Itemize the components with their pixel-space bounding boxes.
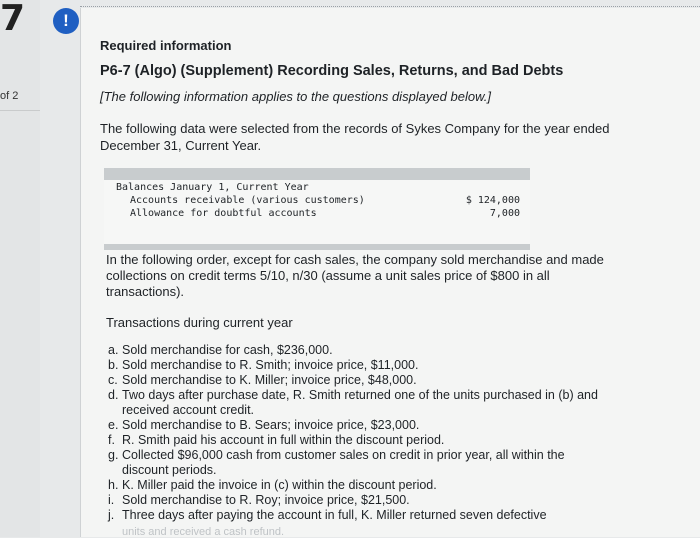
list-item-letter: d. bbox=[108, 388, 119, 402]
list-item-letter: i. bbox=[108, 493, 115, 507]
list-item bbox=[108, 478, 608, 493]
question-number: 7 bbox=[0, 0, 26, 39]
list-item-text: Sold merchandise for cash, $236,000. bbox=[122, 343, 333, 357]
list-item-letter: e. bbox=[108, 418, 119, 432]
list-item-letter: a. bbox=[108, 343, 119, 357]
list-item-text: R. Smith paid his account in full within the discount period. bbox=[122, 433, 445, 447]
list-item-text: Sold merchandise to B. Sears; invoice price, $23,000. bbox=[122, 418, 420, 432]
list-item bbox=[108, 433, 608, 448]
sidebar-divider bbox=[0, 110, 40, 111]
list-item bbox=[108, 358, 608, 373]
list-item bbox=[108, 388, 608, 418]
problem-title: P6-7 (Algo) (Supplement) Recording Sales, Returns, and Bad Debts bbox=[100, 63, 564, 79]
faded-continuation: units and received a cash refund. bbox=[122, 526, 285, 538]
balances-row-value: 7,000 bbox=[489, 208, 520, 219]
left-sidebar bbox=[0, 0, 40, 537]
list-item bbox=[108, 418, 608, 433]
list-item-text: Two days after purchase date, R. Smith returned one of the units purchased in (b) and received account credit. bbox=[122, 388, 598, 417]
list-item-letter: g. bbox=[108, 448, 119, 462]
transactions-heading: Transactions during current year bbox=[106, 315, 293, 330]
list-item-text: Three days after paying the account in full, K. Miller returned seven defective bbox=[122, 508, 547, 522]
balances-row-label: Accounts receivable (various customers) bbox=[130, 195, 365, 206]
balances-row-label: Allowance for doubtful accounts bbox=[130, 208, 317, 219]
list-item-text: Sold merchandise to R. Smith; invoice price, $11,000. bbox=[122, 358, 419, 372]
required-information-heading: Required information bbox=[100, 38, 232, 53]
list-item-letter: f. bbox=[108, 433, 115, 447]
list-item-text: Collected $96,000 cash from customer sales on credit in prior year, all within the discount periods. bbox=[122, 448, 565, 477]
list-item bbox=[108, 343, 608, 358]
alert-icon[interactable]: ! bbox=[53, 8, 79, 34]
list-item bbox=[108, 493, 608, 508]
balances-row-value: $ 124,000 bbox=[465, 195, 520, 206]
list-item-letter: b. bbox=[108, 358, 119, 372]
transactions-list bbox=[108, 343, 608, 523]
page-indicator: of 2 bbox=[0, 90, 19, 102]
order-text: In the following order, except for cash sales, the company sold merchandise and made collections on credit terms 5/10, n/30 (assume a unit sales price of $800 in all transactions). bbox=[106, 252, 604, 299]
list-item-text: Sold merchandise to R. Roy; invoice price, $21,500. bbox=[122, 493, 410, 507]
intro-note: [The following information applies to the questions displayed below.] bbox=[100, 89, 491, 104]
list-item-letter: j. bbox=[108, 508, 115, 522]
balances-table bbox=[104, 168, 530, 250]
list-item bbox=[108, 373, 608, 388]
balances-table-header: Balances January 1, Current Year bbox=[116, 182, 309, 193]
list-item-text: K. Miller paid the invoice in (c) within the discount period. bbox=[122, 478, 437, 492]
list-item-letter: h. bbox=[108, 478, 119, 492]
list-item-letter: c. bbox=[108, 373, 118, 387]
list-item bbox=[108, 448, 608, 478]
list-item-text: Sold merchandise to K. Miller; invoice price, $48,000. bbox=[122, 373, 417, 387]
intro-text: The following data were selected from the records of Sykes Company for the year ended December 31, Current Year. bbox=[100, 121, 610, 153]
list-item bbox=[108, 508, 608, 523]
